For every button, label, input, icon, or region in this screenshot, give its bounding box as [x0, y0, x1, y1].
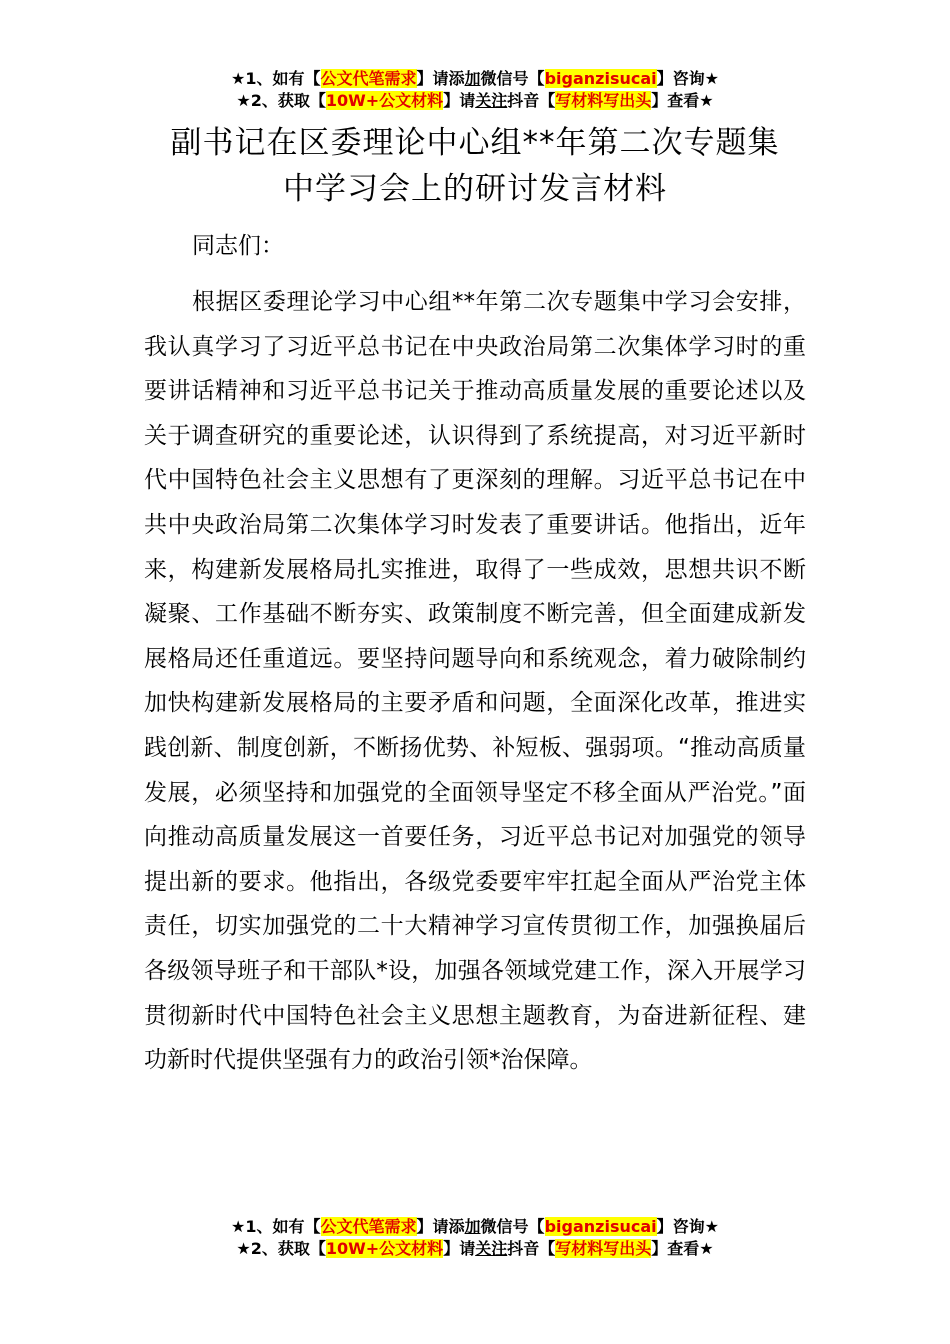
- banner-underline: 关注: [475, 1239, 508, 1258]
- banner-line-1: [0, 1216, 950, 1238]
- banner-underline: 加: [464, 69, 481, 88]
- banner-text: 】请添: [416, 69, 465, 88]
- greeting: [144, 224, 806, 269]
- banner-highlight: 10W+公文材料: [325, 1239, 444, 1258]
- banner-line-1: [0, 68, 950, 90]
- banner-text: 】查看★: [651, 91, 714, 110]
- title-line-1: 副书记在区委理论中心组**年第二次专题集: [170, 125, 780, 161]
- title-line-2: 中学习会上的研讨发言材料: [283, 171, 667, 207]
- document-title: [100, 120, 850, 212]
- banner-highlight: 写材料写出头: [555, 1239, 652, 1258]
- banner-text: 微信号【: [480, 1217, 545, 1236]
- banner-text: 抖音【: [507, 91, 556, 110]
- banner-text: 】咨询★: [656, 1217, 719, 1236]
- banner-highlight: 10W+公文材料: [325, 91, 444, 110]
- banner-text: 微信号【: [480, 69, 545, 88]
- banner-highlight: biganzisucai: [544, 1217, 657, 1236]
- body-paragraph: 根据区委理论学习中心组**年第二次专题集中学习会安排，我认真学习了习近平总书记在中央政治局第二次集体学习时的重要讲话精神和习近平总书记关于推动高质量发展的重要论述以及关于调查研究的重要论述，认识得到了系统提高，对习近平新时代中国特色社会主义思想有了更深刻的理解。习近平总书记在中共中央政治局第二次集体学习时发表了重要讲话。他指出，近年来，构建新发展格局扎实推进，取得了一些成效，思想共识不断凝聚、工作基础不断夯实、政策制度不断完善，但全面建成新发展格局还任重道远。要坚持问题导向和系统观念，着力破除制约加快构建新发展格局的主要矛盾和问题，全面深化改革，推进实践创新、制度创新，不断扬优势、补短板、强弱项。“推动高质量发展，必须坚持和加强党的全面领导坚定不移全面从严治党。”面向推动高质量发展这一首要任务，习近平总书记对加强党的领导提出新的要求。他指出，各级党委要牢牢扛起全面从严治党主体责任，切实加强党的二十大精神学习宣传贯彻工作，加强换届后各级领导班子和干部队*设，加强各领域党建工作，深入开展学习贯彻新时代中国特色社会主义思想主题教育，为奋进新征程、建功新时代提供坚强有力的政治引领*治保障。: [144, 289, 806, 1074]
- banner-text: 】请添: [416, 1217, 465, 1236]
- banner-text: 】请: [443, 1239, 476, 1258]
- banner-text: ★2、获取【: [236, 1239, 326, 1258]
- banner-text: 】查看★: [651, 1239, 714, 1258]
- greeting-text: 同志们：: [192, 233, 284, 259]
- banner-highlight: 公文代笔需求: [320, 1217, 417, 1236]
- banner-text: 抖音【: [507, 1239, 556, 1258]
- banner-text: 】咨询★: [656, 69, 719, 88]
- top-banner: [0, 68, 950, 112]
- banner-line-2: [0, 90, 950, 112]
- banner-line-2: [0, 1238, 950, 1260]
- banner-underline: 加: [464, 1217, 481, 1236]
- banner-text: ★2、获取【: [236, 91, 326, 110]
- banner-highlight: 公文代笔需求: [320, 69, 417, 88]
- banner-text: ★1、如有【: [231, 69, 321, 88]
- banner-highlight: biganzisucai: [544, 69, 657, 88]
- banner-highlight: 写材料写出头: [555, 91, 652, 110]
- banner-text: 】请: [443, 91, 476, 110]
- banner-underline: 关注: [475, 91, 508, 110]
- banner-text: ★1、如有【: [231, 1217, 321, 1236]
- bottom-banner: [0, 1216, 950, 1260]
